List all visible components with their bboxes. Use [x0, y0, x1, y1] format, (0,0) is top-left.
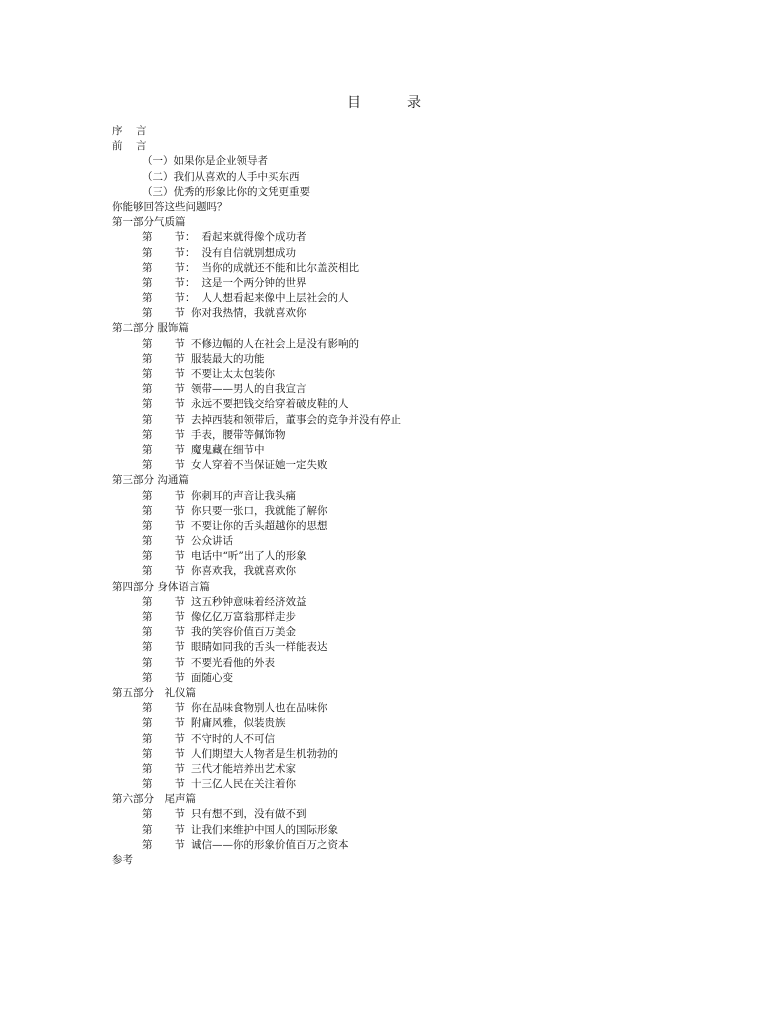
- toc-title: [0, 92, 768, 112]
- section-title: 人们期望大人物者是生机勃勃的: [191, 747, 338, 760]
- section-prefix: 第: [142, 383, 153, 396]
- section-suffix: 节: [174, 413, 185, 426]
- section-prefix: 第: [142, 702, 153, 715]
- section-prefix: 第: [142, 368, 153, 380]
- section-prefix: 第: [142, 671, 153, 684]
- section-title: 十三亿人民在关注着你: [191, 778, 296, 791]
- toc-section-item: [112, 337, 728, 352]
- section-title: 只有想不到，没有做不到: [191, 808, 307, 821]
- toc-section-item: [112, 732, 728, 747]
- section-prefix: 第: [142, 656, 153, 669]
- section-title: 去掉西装和领带后，董事会的竞争并没有停止: [191, 413, 401, 426]
- toc-section-item: [112, 838, 728, 853]
- toc-section-item: [112, 276, 728, 291]
- toc-section-item: [112, 458, 728, 473]
- section-prefix: 第: [142, 276, 153, 289]
- toc-section-item: [112, 595, 728, 610]
- section-title: 像亿亿万富翁那样走步: [191, 611, 296, 623]
- section-suffix: 节: [174, 747, 185, 760]
- toc-section-item: [112, 656, 728, 671]
- section-suffix: 节: [174, 443, 185, 456]
- section-suffix: 节: [174, 641, 185, 654]
- section-prefix: 第: [142, 504, 153, 517]
- toc-part-heading: 第五部分 礼仪篇: [112, 686, 196, 699]
- section-title: 女人穿着不当保证她一定失败: [191, 459, 328, 472]
- section-prefix: 第: [142, 519, 153, 532]
- toc-section-item: [112, 671, 728, 686]
- section-prefix: 第: [142, 443, 153, 456]
- section-prefix: 第: [142, 231, 153, 244]
- toc-section-item: [112, 443, 728, 458]
- section-title: 你只要一张口，我就能了解你: [191, 504, 328, 517]
- toc-section-item: [112, 413, 728, 428]
- section-suffix: 节: [174, 702, 185, 715]
- section-title: 这是一个两分钟的世界: [201, 276, 307, 289]
- section-suffix: 节: [174, 550, 185, 563]
- toc-section-item: [112, 807, 728, 822]
- section-title: 面随心变: [191, 671, 233, 684]
- section-suffix: 节: [174, 489, 185, 502]
- section-suffix: 节: [174, 519, 185, 532]
- toc-section-item: [112, 534, 728, 549]
- section-title: 手表，腰带等佩饰物: [191, 428, 286, 441]
- section-suffix: 节: [174, 778, 185, 791]
- section-title: 看起来就得像个成功者: [201, 231, 307, 244]
- toc-footer: 参考: [112, 854, 133, 866]
- toc-section-item: [112, 777, 728, 792]
- toc-section-item: [112, 428, 728, 443]
- section-prefix: 第: [142, 246, 153, 259]
- toc-section-item: [112, 823, 728, 838]
- toc-section-item: [112, 504, 728, 519]
- section-title: 三代才能培养出艺术家: [191, 762, 296, 775]
- toc-section-item: [112, 549, 728, 564]
- section-suffix: 节: [174, 717, 185, 730]
- section-prefix: 第: [142, 352, 153, 365]
- section-prefix: 第: [142, 398, 153, 411]
- section-prefix: 第: [142, 307, 153, 320]
- section-suffix: 节: [174, 762, 185, 775]
- section-title: 不要让太太包装你: [191, 368, 275, 380]
- section-title: 电话中“听”出了人的形象: [191, 550, 307, 563]
- toc-section-item: [112, 382, 728, 397]
- section-title: 你喜欢我，我就喜欢你: [191, 565, 296, 578]
- section-prefix: 第: [142, 428, 153, 441]
- section-title: 服装最大的功能: [191, 352, 265, 365]
- toc-section-item: [112, 246, 728, 261]
- section-suffix: 节: [174, 368, 185, 380]
- toc-front-item: 前 言: [112, 140, 147, 153]
- section-suffix: 节: [174, 383, 185, 396]
- section-prefix: 第: [142, 778, 153, 791]
- section-prefix: 第: [142, 611, 153, 623]
- toc-section-item: [112, 397, 728, 412]
- section-prefix: 第: [142, 747, 153, 760]
- toc-section-item: [112, 747, 728, 762]
- section-suffix: 节：: [174, 261, 196, 274]
- section-suffix: 节: [174, 459, 185, 472]
- toc-section-item: [112, 489, 728, 504]
- section-suffix: 节: [174, 611, 185, 623]
- section-suffix: 节: [174, 337, 185, 350]
- toc-section-item: [112, 564, 728, 579]
- section-suffix: 节: [174, 398, 185, 411]
- section-title: 不守时的人不可信: [191, 732, 275, 745]
- section-suffix: 节: [174, 626, 185, 639]
- section-title: 领带——男人的自我宣言: [191, 383, 307, 396]
- section-suffix: 节：: [174, 292, 196, 305]
- section-suffix: 节: [174, 504, 185, 517]
- section-prefix: 第: [142, 413, 153, 426]
- section-title: 你在品味食物别人也在品味你: [191, 702, 328, 715]
- section-suffix: 节: [174, 656, 185, 669]
- toc-section-item: [112, 625, 728, 640]
- section-suffix: 节: [174, 808, 185, 821]
- toc-preface-item: （三）优秀的形象比你的文凭更重要: [142, 185, 310, 198]
- toc-preface-item: （二）我们从喜欢的人手中买东西: [142, 170, 300, 183]
- section-suffix: 节: [174, 428, 185, 441]
- toc-part-heading: 第一部分气质篇: [112, 216, 186, 229]
- section-title: 你刺耳的声音让我头痛: [191, 489, 296, 502]
- section-prefix: 第: [142, 717, 153, 730]
- section-suffix: 节: [174, 732, 185, 745]
- section-title: 魔鬼藏在细节中: [191, 443, 265, 456]
- section-prefix: 第: [142, 489, 153, 502]
- section-prefix: 第: [142, 838, 153, 851]
- toc-section-item: [112, 701, 728, 716]
- toc-question: 你能够回答这些问题吗？: [112, 200, 228, 213]
- section-prefix: 第: [142, 292, 153, 305]
- section-prefix: 第: [142, 459, 153, 472]
- section-suffix: 节: [174, 307, 185, 320]
- section-suffix: 节: [174, 352, 185, 365]
- section-prefix: 第: [142, 641, 153, 654]
- section-suffix: 节：: [174, 231, 196, 244]
- section-title: 附庸风雅，似装贵族: [191, 717, 286, 730]
- toc-front-item: 序 言: [112, 125, 147, 137]
- toc-part-heading: 第三部分 沟通篇: [112, 474, 189, 487]
- section-prefix: 第: [142, 595, 153, 608]
- section-suffix: 节：: [174, 246, 196, 259]
- section-suffix: 节: [174, 823, 185, 836]
- section-title: 永远不要把钱交给穿着破皮鞋的人: [191, 398, 349, 411]
- section-prefix: 第: [142, 626, 153, 639]
- title-char-right: 录: [407, 95, 421, 111]
- section-title: 让我们来维护中国人的国际形象: [191, 823, 338, 836]
- toc-section-item: [112, 610, 728, 625]
- toc-section-item: [112, 352, 728, 367]
- section-title: 我的笑容价值百万美金: [191, 626, 296, 639]
- section-title: 当你的成就还不能和比尔盖茨相比: [201, 261, 359, 274]
- toc-section-item: [112, 367, 728, 382]
- section-suffix: 节: [174, 838, 185, 851]
- section-title: 人人想看起来像中上层社会的人: [201, 292, 349, 305]
- section-prefix: 第: [142, 535, 153, 548]
- section-prefix: 第: [142, 337, 153, 350]
- section-title: 没有自信就别想成功: [201, 246, 296, 259]
- toc-section-item: [112, 230, 728, 245]
- section-suffix: 节: [174, 671, 185, 684]
- section-title: 眼睛如同我的舌头一样能表达: [191, 641, 328, 654]
- section-title: 不修边幅的人在社会上是没有影响的: [191, 337, 359, 350]
- section-suffix: 节: [174, 535, 185, 548]
- toc-section-item: [112, 291, 728, 306]
- section-title: 你对我热情，我就喜欢你: [191, 307, 307, 320]
- toc-part-heading: 第四部分 身体语言篇: [112, 580, 210, 593]
- toc-section-item: [112, 762, 728, 777]
- toc-section-item: [112, 306, 728, 321]
- toc-section-item: [112, 519, 728, 534]
- toc-preface-item: （一）如果你是企业领导者: [142, 155, 268, 168]
- section-suffix: 节: [174, 595, 185, 608]
- section-title: 不要让你的舌头超越你的思想: [191, 519, 328, 532]
- section-prefix: 第: [142, 823, 153, 836]
- section-suffix: 节: [174, 565, 185, 578]
- section-title: 不要光看他的外表: [191, 656, 275, 669]
- toc-section-item: [112, 640, 728, 655]
- section-prefix: 第: [142, 550, 153, 563]
- section-title: 这五秒钟意味着经济效益: [191, 595, 307, 608]
- toc-section-item: [112, 261, 728, 276]
- toc-part-heading: 第二部分 服饰篇: [112, 322, 189, 335]
- section-title: 诚信——你的形象价值百万之资本: [191, 838, 349, 851]
- section-prefix: 第: [142, 762, 153, 775]
- section-prefix: 第: [142, 732, 153, 745]
- section-title: 公众讲话: [191, 535, 233, 548]
- section-suffix: 节：: [174, 276, 196, 289]
- section-prefix: 第: [142, 808, 153, 821]
- toc-parts: [112, 215, 728, 853]
- section-prefix: 第: [142, 261, 153, 274]
- table-of-contents: [112, 124, 728, 868]
- section-prefix: 第: [142, 565, 153, 578]
- title-char-left: 目: [347, 95, 361, 111]
- toc-section-item: [112, 716, 728, 731]
- toc-part-heading: 第六部分 尾声篇: [112, 793, 196, 806]
